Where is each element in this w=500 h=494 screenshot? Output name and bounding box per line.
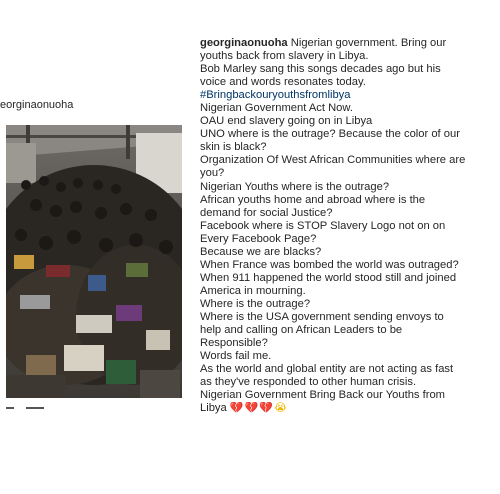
- caption-line: When 911 happened the world stood still and joined: [200, 271, 457, 284]
- caption-line: you?: [200, 167, 225, 180]
- post-photo: [6, 125, 182, 398]
- caption-line: Bob Marley sang this songs decades ago but his: [200, 63, 441, 76]
- caption-line: Where is the outrage?: [200, 297, 311, 310]
- caption-line: help and calling on African Leaders to be: [200, 324, 403, 337]
- caption-line: Responsible?: [200, 337, 268, 350]
- caption-line: demand for social Justice?: [200, 206, 333, 219]
- caption-line-last: Libya 💔💔💔😭: [200, 402, 288, 415]
- caption-line: Facebook where is STOP Slavery Logo not on on: [200, 219, 446, 232]
- caption-line: youths back from slavery in Libya.: [200, 50, 369, 63]
- caption-line-1: georginaonuoha Nigerian government. Bring our: [200, 37, 447, 49]
- post-action-icons: [6, 404, 66, 418]
- caption-line: Nigerian Government Act Now.: [200, 102, 353, 115]
- crowd-photo-image: [6, 125, 182, 398]
- post-caption: [200, 37, 496, 415]
- caption-line: Every Facebook Page?: [200, 232, 317, 245]
- caption-username[interactable]: georginaonuoha: [200, 37, 288, 49]
- caption-line: skin is black?: [200, 141, 267, 154]
- caption-line: UNO where is the outrage? Because the color of our: [200, 128, 460, 141]
- caption-line: Where is the USA government sending envoys to: [200, 310, 444, 323]
- caption-line: OAU end slavery going on in Libya: [200, 115, 373, 128]
- caption-line: When France was bombed the world was outraged?: [200, 258, 459, 271]
- caption-line: as they've responded to other human crisis.: [200, 376, 417, 389]
- broken-heart-emoji-icon: 💔💔💔: [229, 402, 274, 415]
- caption-line: Words fail me.: [200, 350, 272, 363]
- caption-line: Because we are blacks?: [200, 245, 322, 258]
- caption-line: Organization Of West African Communities where are: [200, 154, 466, 167]
- caption-line: voice and words resonates today.: [200, 76, 366, 89]
- post-username[interactable]: eorginaonuoha: [0, 99, 74, 111]
- crying-face-emoji-icon: 😭: [273, 402, 288, 415]
- caption-line: African youths home and abroad where is the: [200, 193, 426, 206]
- hashtag-link[interactable]: #Bringbackouryouthsfromlibya: [200, 89, 351, 102]
- caption-line: Nigerian Government Bring Back our Youths from: [200, 389, 446, 402]
- caption-line: Nigerian Youths where is the outrage?: [200, 180, 390, 193]
- caption-line: America in mourning.: [200, 284, 306, 297]
- comment-icon[interactable]: [26, 407, 44, 409]
- caption-line: As the world and global entity are not acting as fast: [200, 363, 454, 376]
- like-icon[interactable]: [6, 407, 14, 409]
